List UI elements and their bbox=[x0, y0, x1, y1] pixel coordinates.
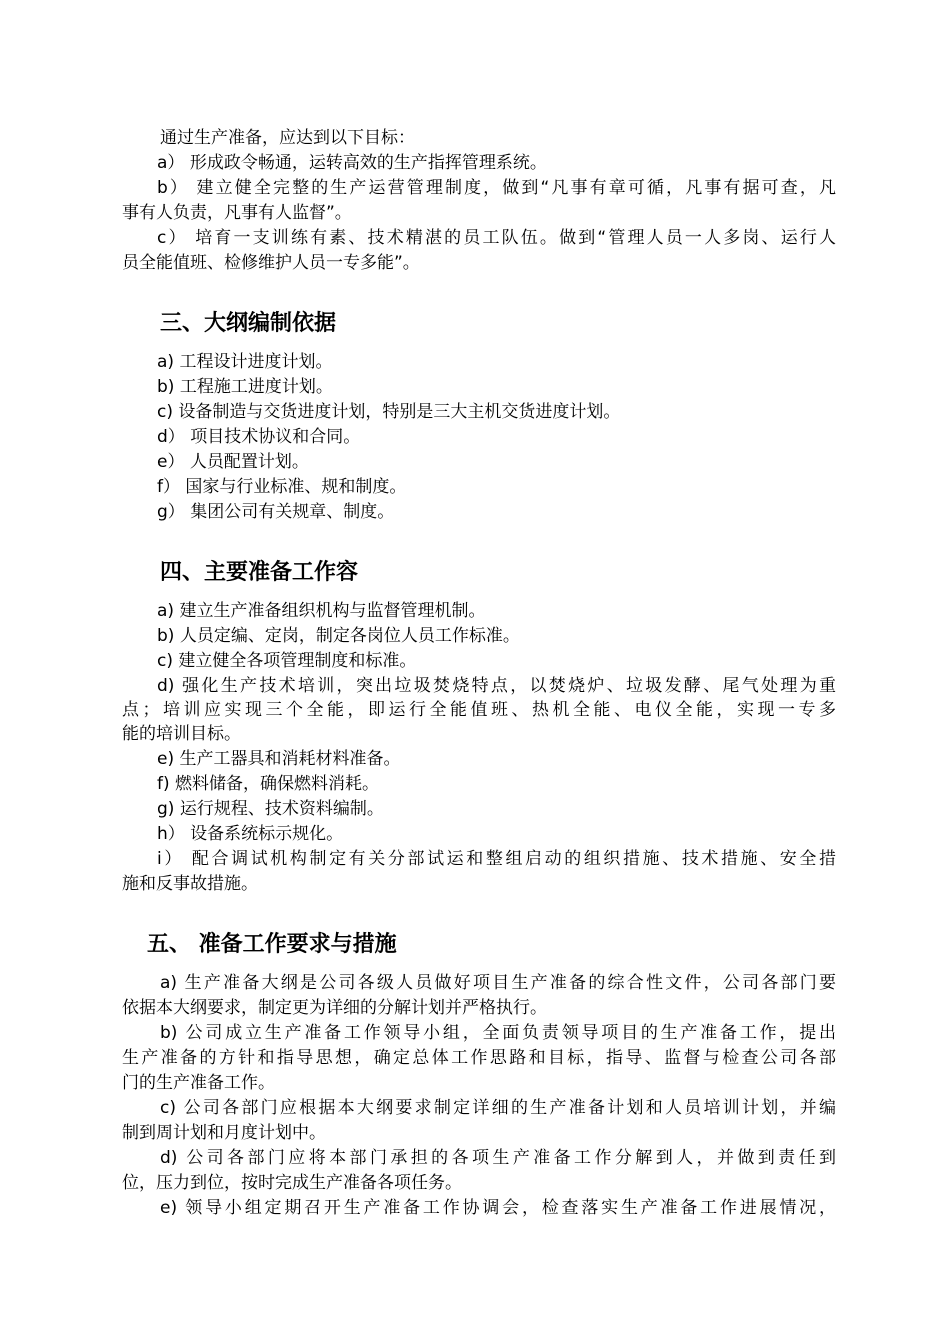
goal-a: a） 形成政令畅通，运转高效的生产指挥管理系统。 bbox=[157, 153, 547, 173]
section-4-item-c: c) 建立健全各项管理制度和标准。 bbox=[157, 651, 417, 671]
goals-intro: 通过生产准备，应达到以下目标： bbox=[160, 128, 415, 148]
section-4-item-i-line2: 施和反事故措施。 bbox=[122, 874, 258, 894]
section-3-item: f） 国家与行业标准、规和制度。 bbox=[157, 477, 407, 497]
section-4-item-a: a) 建立生产准备组织机构与监督管理机制。 bbox=[157, 601, 486, 621]
section-5-item-c-line1: c) 公司各部门应根据本大纲要求制定详细的生产准备计划和人员培训计划，并编 bbox=[160, 1098, 836, 1118]
goal-c-line2: 员全能值班、检修维护人员一专多能”。 bbox=[122, 253, 420, 273]
section-4-item-e: e) 生产工器具和消耗材料准备。 bbox=[157, 749, 401, 769]
section-4-item-g: g) 运行规程、技术资料编制。 bbox=[157, 799, 384, 819]
section-4-item-d-line2: 点；培训应实现三个全能，即运行全能值班、热机全能、电仪全能，实现一专多 bbox=[122, 700, 836, 720]
section-4-item-h: h） 设备系统标示规化。 bbox=[157, 824, 344, 844]
section-4-item-f: f) 燃料储备，确保燃料消耗。 bbox=[157, 774, 380, 794]
section-5-item-b-line3: 门的生产准备工作。 bbox=[122, 1073, 275, 1093]
section-5-item-e-line1: e) 领导小组定期召开生产准备工作协调会，检查落实生产准备工作进展情况， bbox=[160, 1198, 836, 1218]
goal-b-line2: 事有人负责，凡事有人监督”。 bbox=[122, 203, 352, 223]
section-3-item: c) 设备制造与交货进度计划，特别是三大主机交货进度计划。 bbox=[157, 402, 621, 422]
section-3-title: 三、大纲编制依据 bbox=[160, 311, 337, 336]
section-5-item-a-line2: 依据本大纲要求，制定更为详细的分解计划并严格执行。 bbox=[122, 998, 547, 1018]
section-5-item-b-line2: 生产准备的方针和指导思想，确定总体工作思路和目标，指导、监督与检查公司各部 bbox=[122, 1048, 836, 1068]
section-5-item-d-line2: 位，压力到位，按时完成生产准备各项任务。 bbox=[122, 1173, 462, 1193]
goal-b-line1: b） 建立健全完整的生产运营管理制度，做到“凡事有章可循，凡事有据可查，凡 bbox=[157, 178, 836, 198]
section-5-item-d-line1: d) 公司各部门应将本部门承担的各项生产准备工作分解到人，并做到责任到 bbox=[160, 1148, 836, 1168]
section-4-item-d-line3: 能的培训目标。 bbox=[122, 724, 241, 744]
goal-c-line1: c） 培育一支训练有素、技术精湛的员工队伍。做到“管理人员一人多岗、运行人 bbox=[157, 228, 836, 248]
section-3-item: b) 工程施工进度计划。 bbox=[157, 377, 333, 397]
section-5-item-a-line1: a) 生产准备大纲是公司各级人员做好项目生产准备的综合性文件，公司各部门要 bbox=[160, 973, 836, 993]
section-3-item: d） 项目技术协议和合同。 bbox=[157, 427, 361, 447]
section-4-item-i-line1: i） 配合调试机构制定有关分部试运和整组启动的组织措施、技术措施、安全措 bbox=[157, 849, 836, 869]
section-3-item: a) 工程设计进度计划。 bbox=[157, 352, 333, 372]
section-4-item-b: b) 人员定编、定岗，制定各岗位人员工作标准。 bbox=[157, 626, 520, 646]
section-4-title: 四、主要准备工作容 bbox=[160, 560, 359, 585]
section-4-item-d-line1: d) 强化生产技术培训，突出垃圾焚烧特点，以焚烧炉、垃圾发酵、尾气处理为重 bbox=[157, 676, 836, 696]
section-5-title: 五、 准备工作要求与措施 bbox=[147, 932, 397, 957]
section-5-item-c-line2: 制到周计划和月度计划中。 bbox=[122, 1123, 326, 1143]
section-3-item: e） 人员配置计划。 bbox=[157, 452, 309, 472]
section-5-item-b-line1: b) 公司成立生产准备工作领导小组，全面负责领导项目的生产准备工作，提出 bbox=[160, 1023, 836, 1043]
section-3-item: g） 集团公司有关规章、制度。 bbox=[157, 502, 395, 522]
